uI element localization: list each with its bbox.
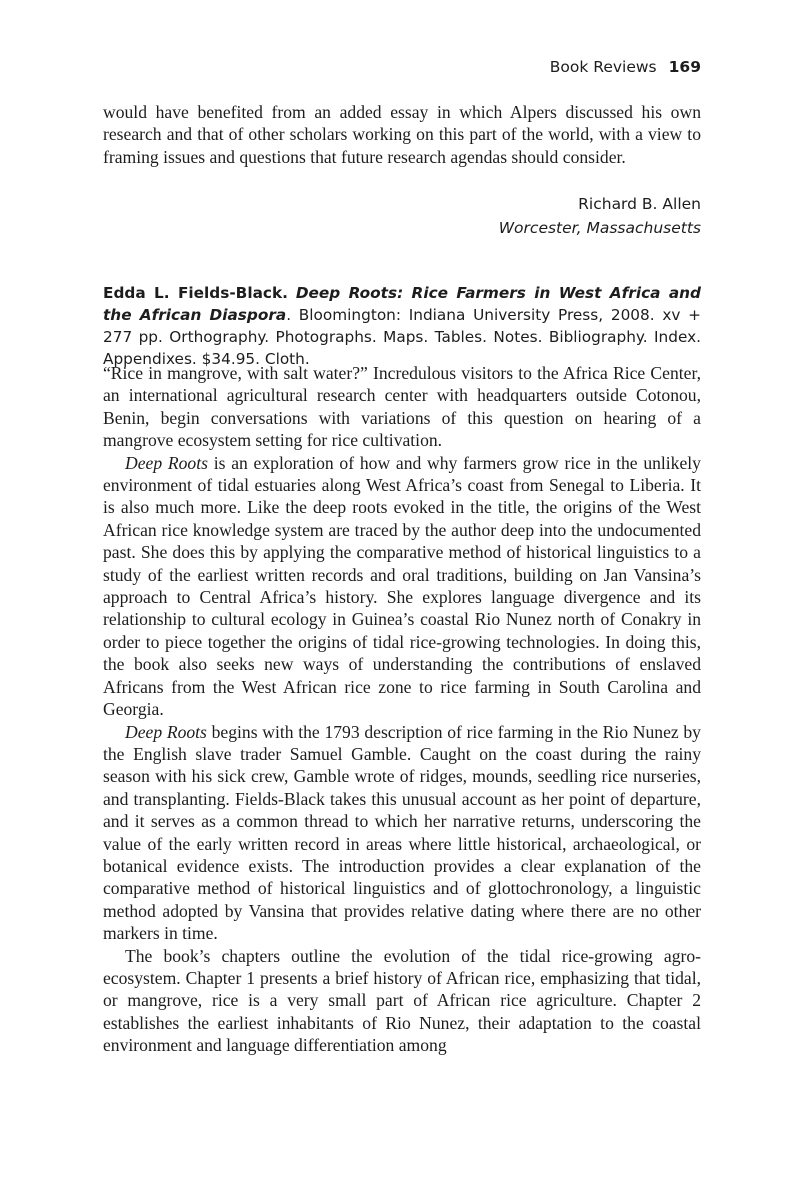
running-head-section: Book Reviews	[549, 58, 657, 76]
book-title-italic: Deep Roots	[125, 721, 207, 742]
review-paragraph-3-text: begins with the 1793 description of rice farming in the Rio Nunez by the English slave trader Samuel Gamble. Caught on the coast during the rainy season with his sick crew, Gamble wrote of ridges, mounds, seedling rice nurseries, and transplanting. Fields-Black takes this unusual account as her point of departure, and it serves as a common thread to which her narrative returns, underscoring the value of the early written record in areas where little historical, archaeological, or botanical evidence exists. The introduction provides a clear explanation of the comparative method of historical linguistics and of glottochronology, a linguistic method adopted by Vansina that provides relative dating where there are no other markers in time.	[103, 721, 701, 944]
review-paragraph-1: “Rice in mangrove, with salt water?” Incredulous visitors to the Africa Rice Center, an international agricultural research center with headquarters outside Cotonou, Benin, begin conversations with variations of this question on hearing of a mangrove ecosystem setting for rice cultivation.	[103, 363, 701, 451]
citation-author: Edda L. Fields-Black.	[103, 284, 288, 302]
review-body	[103, 362, 701, 1057]
review-paragraph-2	[103, 452, 701, 721]
citation-details: . Bloomington: Indiana University Press, 2008. xv + 277 pp. Orthography. Photographs. Maps. Tables. Notes. Bibliography. Index. Appendixes. $34.95. Cloth.	[103, 306, 702, 368]
review-paragraph-3	[103, 721, 701, 945]
prior-review-closing-paragraph: would have benefited from an added essay in which Alpers discussed his own research and that of other scholars working on this part of the world, with a view to framing issues and questions that future research agendas should consider.	[103, 102, 701, 167]
review-paragraph-4: The book’s chapters outline the evolution of the tidal rice-growing agro-ecosystem. Chapter 1 presents a brief history of African rice, emphasizing that tidal, or mangrove, rice is a very small part of African rice agriculture. Chapter 2 establishes the earliest inhabitants of Rio Nunez, their adaptation to the coastal environment and language differentiation among	[103, 945, 701, 1056]
running-head	[550, 58, 701, 76]
reviewer-location: Worcester, Massachusetts	[498, 219, 701, 237]
reviewer-name: Richard B. Allen	[578, 195, 701, 213]
reviewer-signature	[499, 192, 701, 240]
book-citation	[103, 282, 701, 370]
page-number: 169	[668, 58, 701, 76]
book-title-italic: Deep Roots	[125, 452, 208, 473]
review-paragraph-2-text: is an exploration of how and why farmers grow rice in the unlikely environment of tidal estuaries along West Africa’s coast from Senegal to Liberia. It is also much more. Like the deep roots evoked in the title, the origins of the West African rice knowledge system are traced by the author deep into the undocumented past. She does this by applying the comparative method of historical linguistics to a study of the earliest written records and oral traditions, building on Jan Vansina’s approach to Central Africa’s history. She explores language divergence and its relationship to cultural ecology in Guinea’s coastal Rio Nunez north of Conakry in order to piece together the origins of tidal rice-growing technologies. In doing this, the book also seeks new ways of understanding the contributions of enslaved Africans from the West African rice zone to rice farming in South Carolina and Georgia.	[103, 452, 701, 720]
citation-title: Deep Roots: Rice Farmers in West Africa and the African Diaspora	[103, 284, 701, 324]
